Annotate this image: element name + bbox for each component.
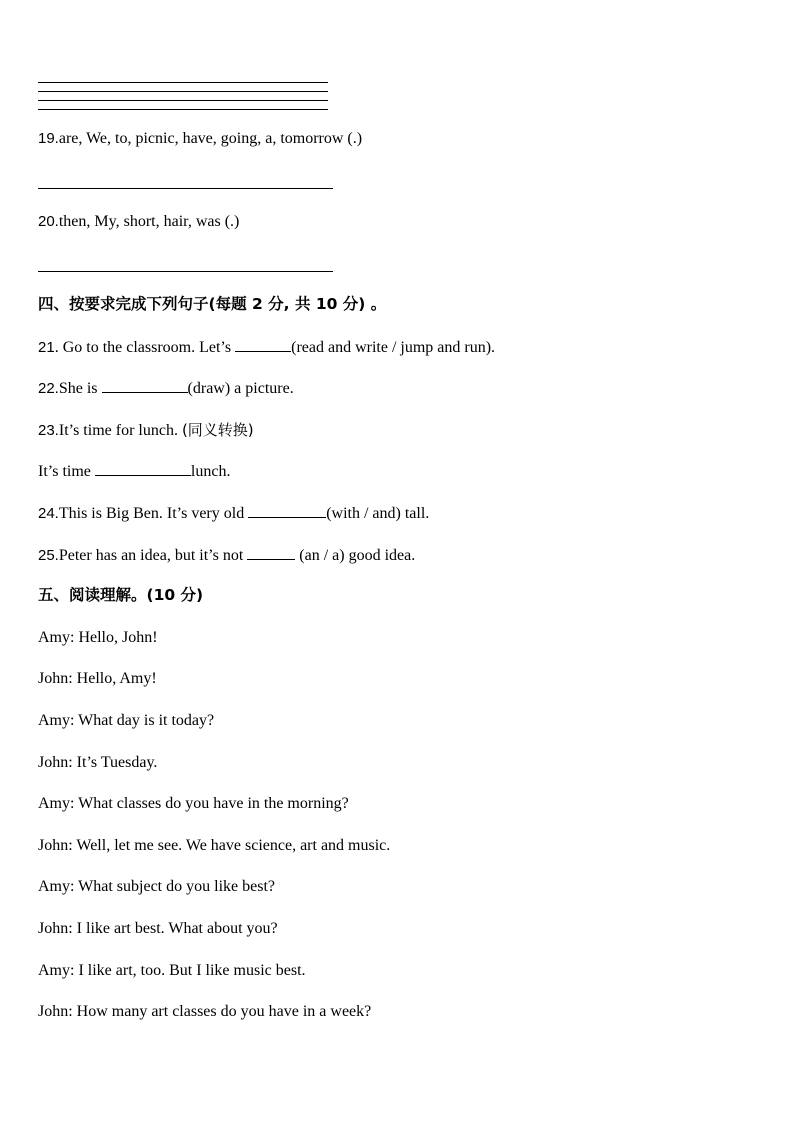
dialogue-line: Amy: What day is it today? xyxy=(38,712,215,729)
dialogue-line: John: It’s Tuesday. xyxy=(38,754,158,771)
dialogue-line: Amy: What subject do you like best? xyxy=(38,878,275,895)
question-number: 25. xyxy=(38,547,59,564)
question-number: 24. xyxy=(38,505,59,522)
question-number: 21 xyxy=(38,339,55,356)
question-25 xyxy=(38,545,415,566)
section-5-heading: 五、阅读理解。(10 分) xyxy=(38,586,204,604)
answer-line-20[interactable] xyxy=(38,271,333,272)
dialogue-line: John: Well, let me see. We have science, art and music. xyxy=(38,837,391,854)
fill-blank[interactable] xyxy=(247,545,295,560)
fill-blank[interactable] xyxy=(235,337,291,352)
question-text-after: (an / a) good idea. xyxy=(295,547,416,564)
question-23 xyxy=(38,420,254,441)
question-20 xyxy=(38,212,239,232)
dialogue-line: John: I like art best. What about you? xyxy=(38,920,278,937)
dialogue-line: Amy: What classes do you have in the morning? xyxy=(38,795,349,812)
question-text-before: This is Big Ben. It’s very old xyxy=(58,505,249,522)
writing-rule-3 xyxy=(38,100,328,101)
question-text-after: (with / and) tall. xyxy=(326,505,430,522)
writing-rule-2 xyxy=(38,91,328,92)
dialogue-line: John: Hello, Amy! xyxy=(38,670,157,687)
question-24 xyxy=(38,503,429,524)
section-4-heading: 四、按要求完成下列句子(每题 2 分, 共 10 分) 。 xyxy=(38,295,387,313)
fill-blank[interactable] xyxy=(248,503,326,518)
question-note: (同义转换) xyxy=(181,421,254,439)
question-22 xyxy=(38,378,294,399)
question-text-after: lunch. xyxy=(190,463,231,480)
dialogue-line: Amy: I like art, too. But I like music best. xyxy=(38,962,306,979)
question-text-before: She is xyxy=(58,380,102,397)
writing-rule-4 xyxy=(38,109,328,110)
question-number: 20. xyxy=(38,213,59,230)
question-text: are, We, to, picnic, have, going, a, tomorrow (.) xyxy=(58,130,363,147)
writing-rule-1 xyxy=(38,82,328,83)
question-21 xyxy=(38,337,495,358)
dialogue-line: John: How many art classes do you have in a week? xyxy=(38,1003,372,1020)
dialogue-line: Amy: Hello, John! xyxy=(38,629,158,646)
question-number: 19. xyxy=(38,130,59,147)
question-number: 23. xyxy=(38,422,59,439)
question-text-after: (draw) a picture. xyxy=(187,380,294,397)
question-19 xyxy=(38,129,362,149)
question-text-after: (read and write / jump and run). xyxy=(291,339,496,356)
fill-blank[interactable] xyxy=(95,461,191,476)
question-text: then, My, short, hair, was (.) xyxy=(58,213,240,230)
answer-line-19[interactable] xyxy=(38,188,333,189)
fill-blank[interactable] xyxy=(102,378,188,393)
question-number: 22. xyxy=(38,380,59,397)
question-text-before: It’s time xyxy=(38,463,95,480)
question-text: It’s time for lunch. xyxy=(58,422,182,439)
question-text-before: . Go to the classroom. Let’s xyxy=(54,339,236,356)
question-text-before: Peter has an idea, but it’s not xyxy=(58,547,248,564)
question-23-answer xyxy=(38,461,230,482)
